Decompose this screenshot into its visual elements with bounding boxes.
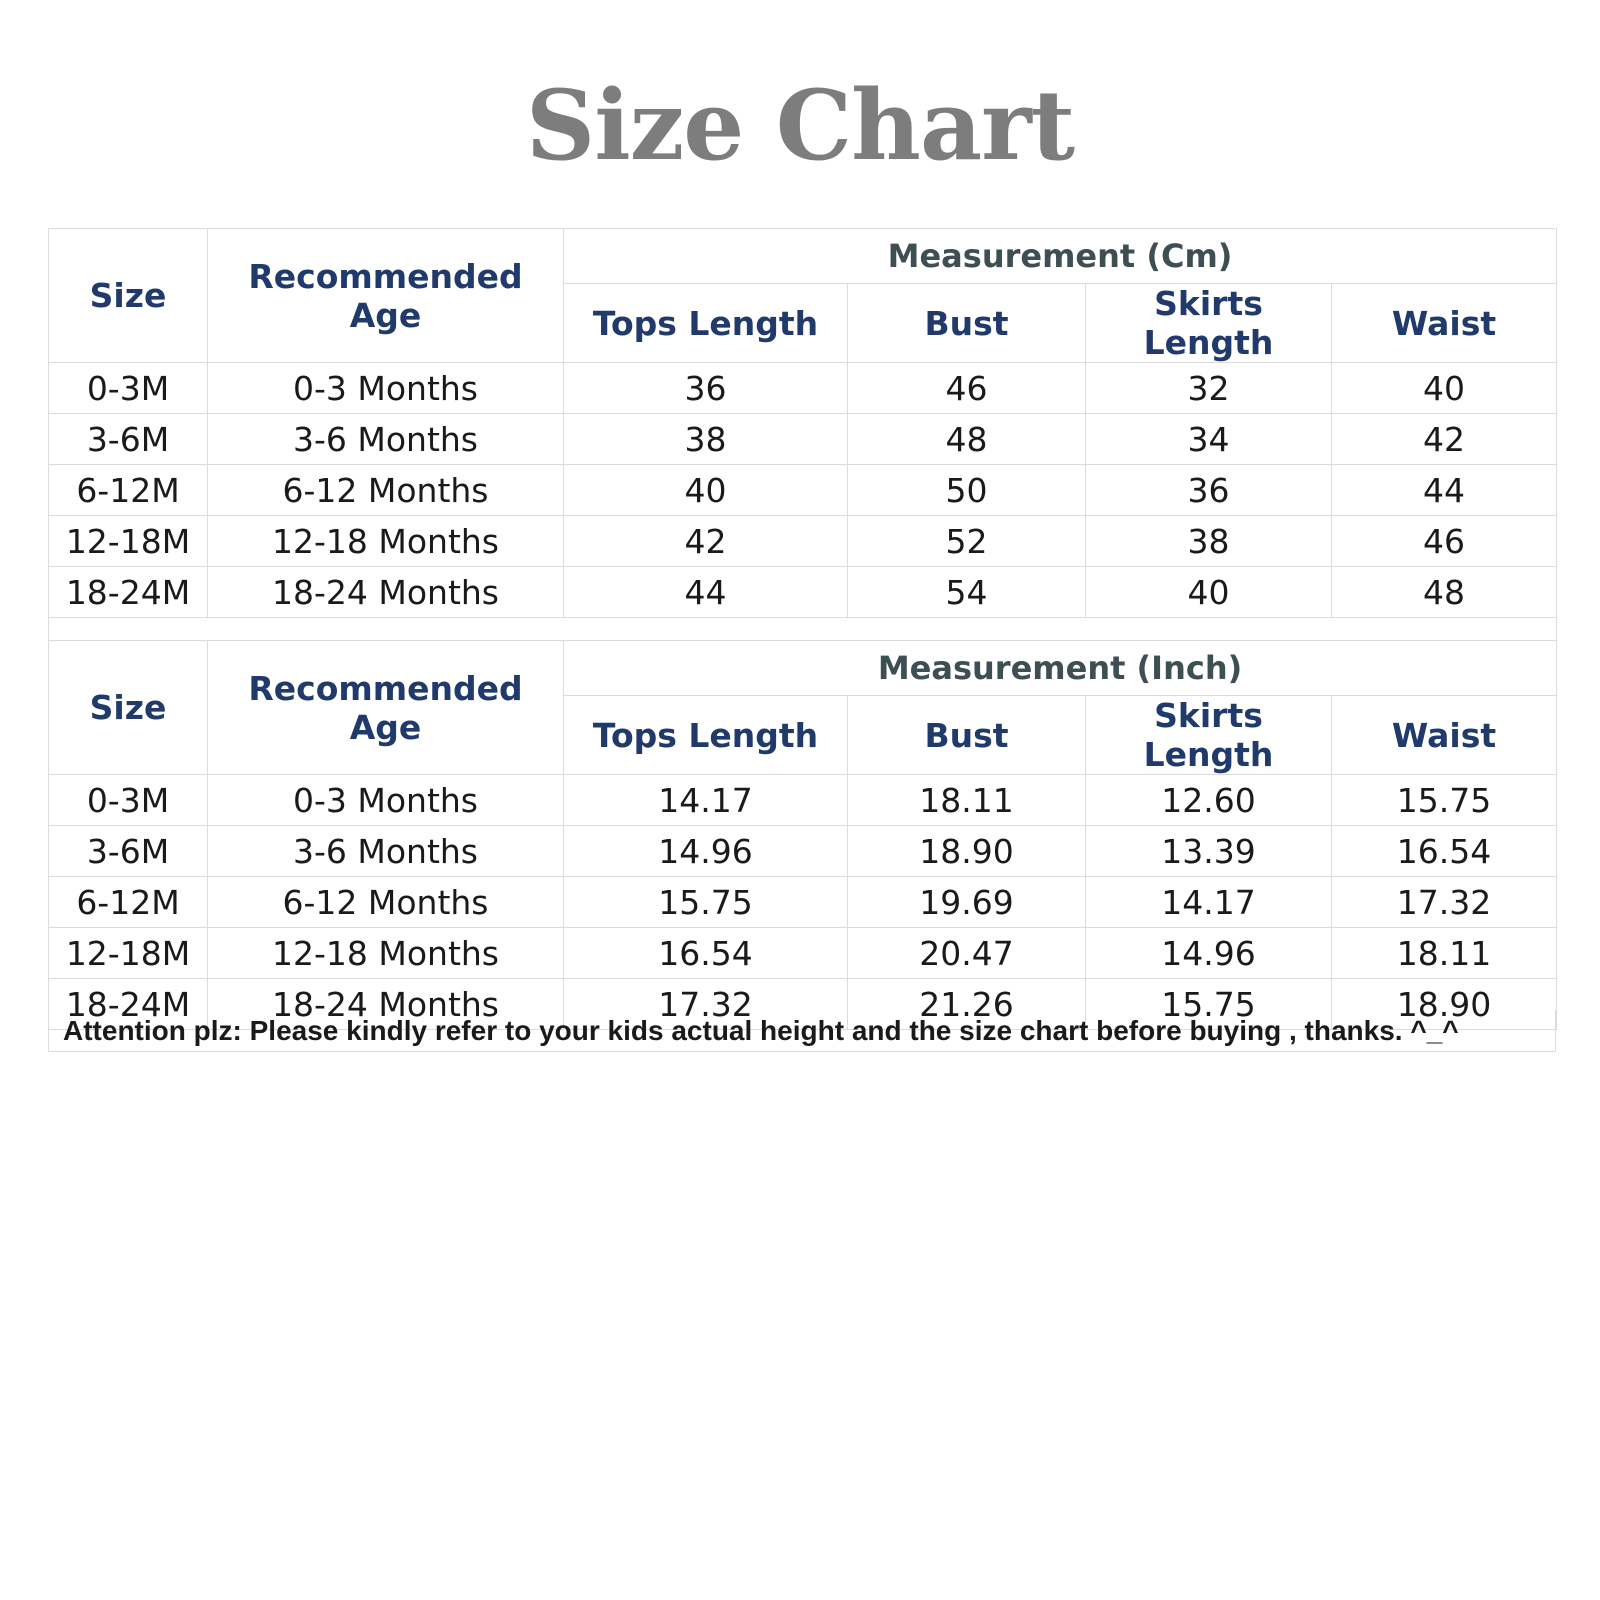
cell-tops-length: 36 <box>564 363 848 414</box>
cell-waist: 42 <box>1332 414 1557 465</box>
cell-size: 12-18M <box>49 928 208 979</box>
cell-size: 18-24M <box>49 979 208 1030</box>
cell-skirts-length: 36 <box>1086 465 1332 516</box>
cell-bust: 48 <box>848 414 1086 465</box>
cell-bust: 18.11 <box>848 775 1086 826</box>
cell-skirts-length: 15.75 <box>1086 979 1332 1030</box>
cell-bust: 20.47 <box>848 928 1086 979</box>
header-waist: Waist <box>1332 284 1557 363</box>
cell-tops-length: 17.32 <box>564 979 848 1030</box>
table-row <box>49 877 1557 928</box>
header-skirts-length: Skirts Length <box>1086 284 1332 363</box>
cell-tops-length: 40 <box>564 465 848 516</box>
page-title: Size Chart <box>525 69 1075 182</box>
cell-tops-length: 14.96 <box>564 826 848 877</box>
cell-age: 6-12 Months <box>208 877 564 928</box>
cell-size: 12-18M <box>49 516 208 567</box>
cell-tops-length: 38 <box>564 414 848 465</box>
attention-note: Attention plz: Please kindly refer to your kids actual height and the size chart before buying , thanks. ^_^ <box>48 1010 1556 1052</box>
cell-tops-length: 44 <box>564 567 848 618</box>
cell-age: 12-18 Months <box>208 928 564 979</box>
cell-skirts-length: 40 <box>1086 567 1332 618</box>
cell-age: 18-24 Months <box>208 979 564 1030</box>
cell-tops-length: 42 <box>564 516 848 567</box>
header-size: Size <box>49 641 208 775</box>
cell-bust: 18.90 <box>848 826 1086 877</box>
cell-waist: 18.90 <box>1332 979 1557 1030</box>
cell-bust: 46 <box>848 363 1086 414</box>
header-recommended-age: Recommended Age <box>208 641 564 775</box>
cell-size: 18-24M <box>49 567 208 618</box>
header-size: Size <box>49 229 208 363</box>
table-row <box>49 928 1557 979</box>
cell-size: 3-6M <box>49 414 208 465</box>
cell-age: 3-6 Months <box>208 414 564 465</box>
cell-waist: 15.75 <box>1332 775 1557 826</box>
header-measurement-group: Measurement (Inch) <box>564 641 1557 696</box>
cell-bust: 54 <box>848 567 1086 618</box>
cell-tops-length: 15.75 <box>564 877 848 928</box>
cell-waist: 46 <box>1332 516 1557 567</box>
cell-skirts-length: 34 <box>1086 414 1332 465</box>
table-row <box>49 363 1557 414</box>
cell-tops-length: 14.17 <box>564 775 848 826</box>
header-measurement-group: Measurement (Cm) <box>564 229 1557 284</box>
table-spacer <box>48 604 1557 640</box>
header-bust: Bust <box>848 284 1086 363</box>
cell-skirts-length: 32 <box>1086 363 1332 414</box>
header-skirts-length: Skirts Length <box>1086 696 1332 775</box>
cell-age: 6-12 Months <box>208 465 564 516</box>
cell-size: 0-3M <box>49 775 208 826</box>
size-table-inch <box>48 640 1557 1030</box>
cell-waist: 17.32 <box>1332 877 1557 928</box>
cell-age: 0-3 Months <box>208 363 564 414</box>
table-row <box>49 516 1557 567</box>
cell-waist: 40 <box>1332 363 1557 414</box>
table-row <box>49 775 1557 826</box>
cell-age: 18-24 Months <box>208 567 564 618</box>
cell-skirts-length: 38 <box>1086 516 1332 567</box>
cell-age: 3-6 Months <box>208 826 564 877</box>
cell-age: 0-3 Months <box>208 775 564 826</box>
table-row <box>49 465 1557 516</box>
cell-size: 6-12M <box>49 465 208 516</box>
header-recommended-age: Recommended Age <box>208 229 564 363</box>
cell-waist: 18.11 <box>1332 928 1557 979</box>
cell-size: 0-3M <box>49 363 208 414</box>
cell-skirts-length: 14.96 <box>1086 928 1332 979</box>
cell-waist: 44 <box>1332 465 1557 516</box>
header-tops-length: Tops Length <box>564 284 848 363</box>
cell-size: 6-12M <box>49 877 208 928</box>
table-row <box>49 826 1557 877</box>
cell-bust: 50 <box>848 465 1086 516</box>
cell-size: 3-6M <box>49 826 208 877</box>
size-table-cm <box>48 228 1557 618</box>
cell-skirts-length: 13.39 <box>1086 826 1332 877</box>
cell-skirts-length: 14.17 <box>1086 877 1332 928</box>
header-tops-length: Tops Length <box>564 696 848 775</box>
cell-skirts-length: 12.60 <box>1086 775 1332 826</box>
cell-waist: 16.54 <box>1332 826 1557 877</box>
cell-age: 12-18 Months <box>208 516 564 567</box>
cell-waist: 48 <box>1332 567 1557 618</box>
header-waist: Waist <box>1332 696 1557 775</box>
cell-bust: 21.26 <box>848 979 1086 1030</box>
cell-tops-length: 16.54 <box>564 928 848 979</box>
cell-bust: 19.69 <box>848 877 1086 928</box>
cell-bust: 52 <box>848 516 1086 567</box>
table-row <box>49 414 1557 465</box>
header-bust: Bust <box>848 696 1086 775</box>
